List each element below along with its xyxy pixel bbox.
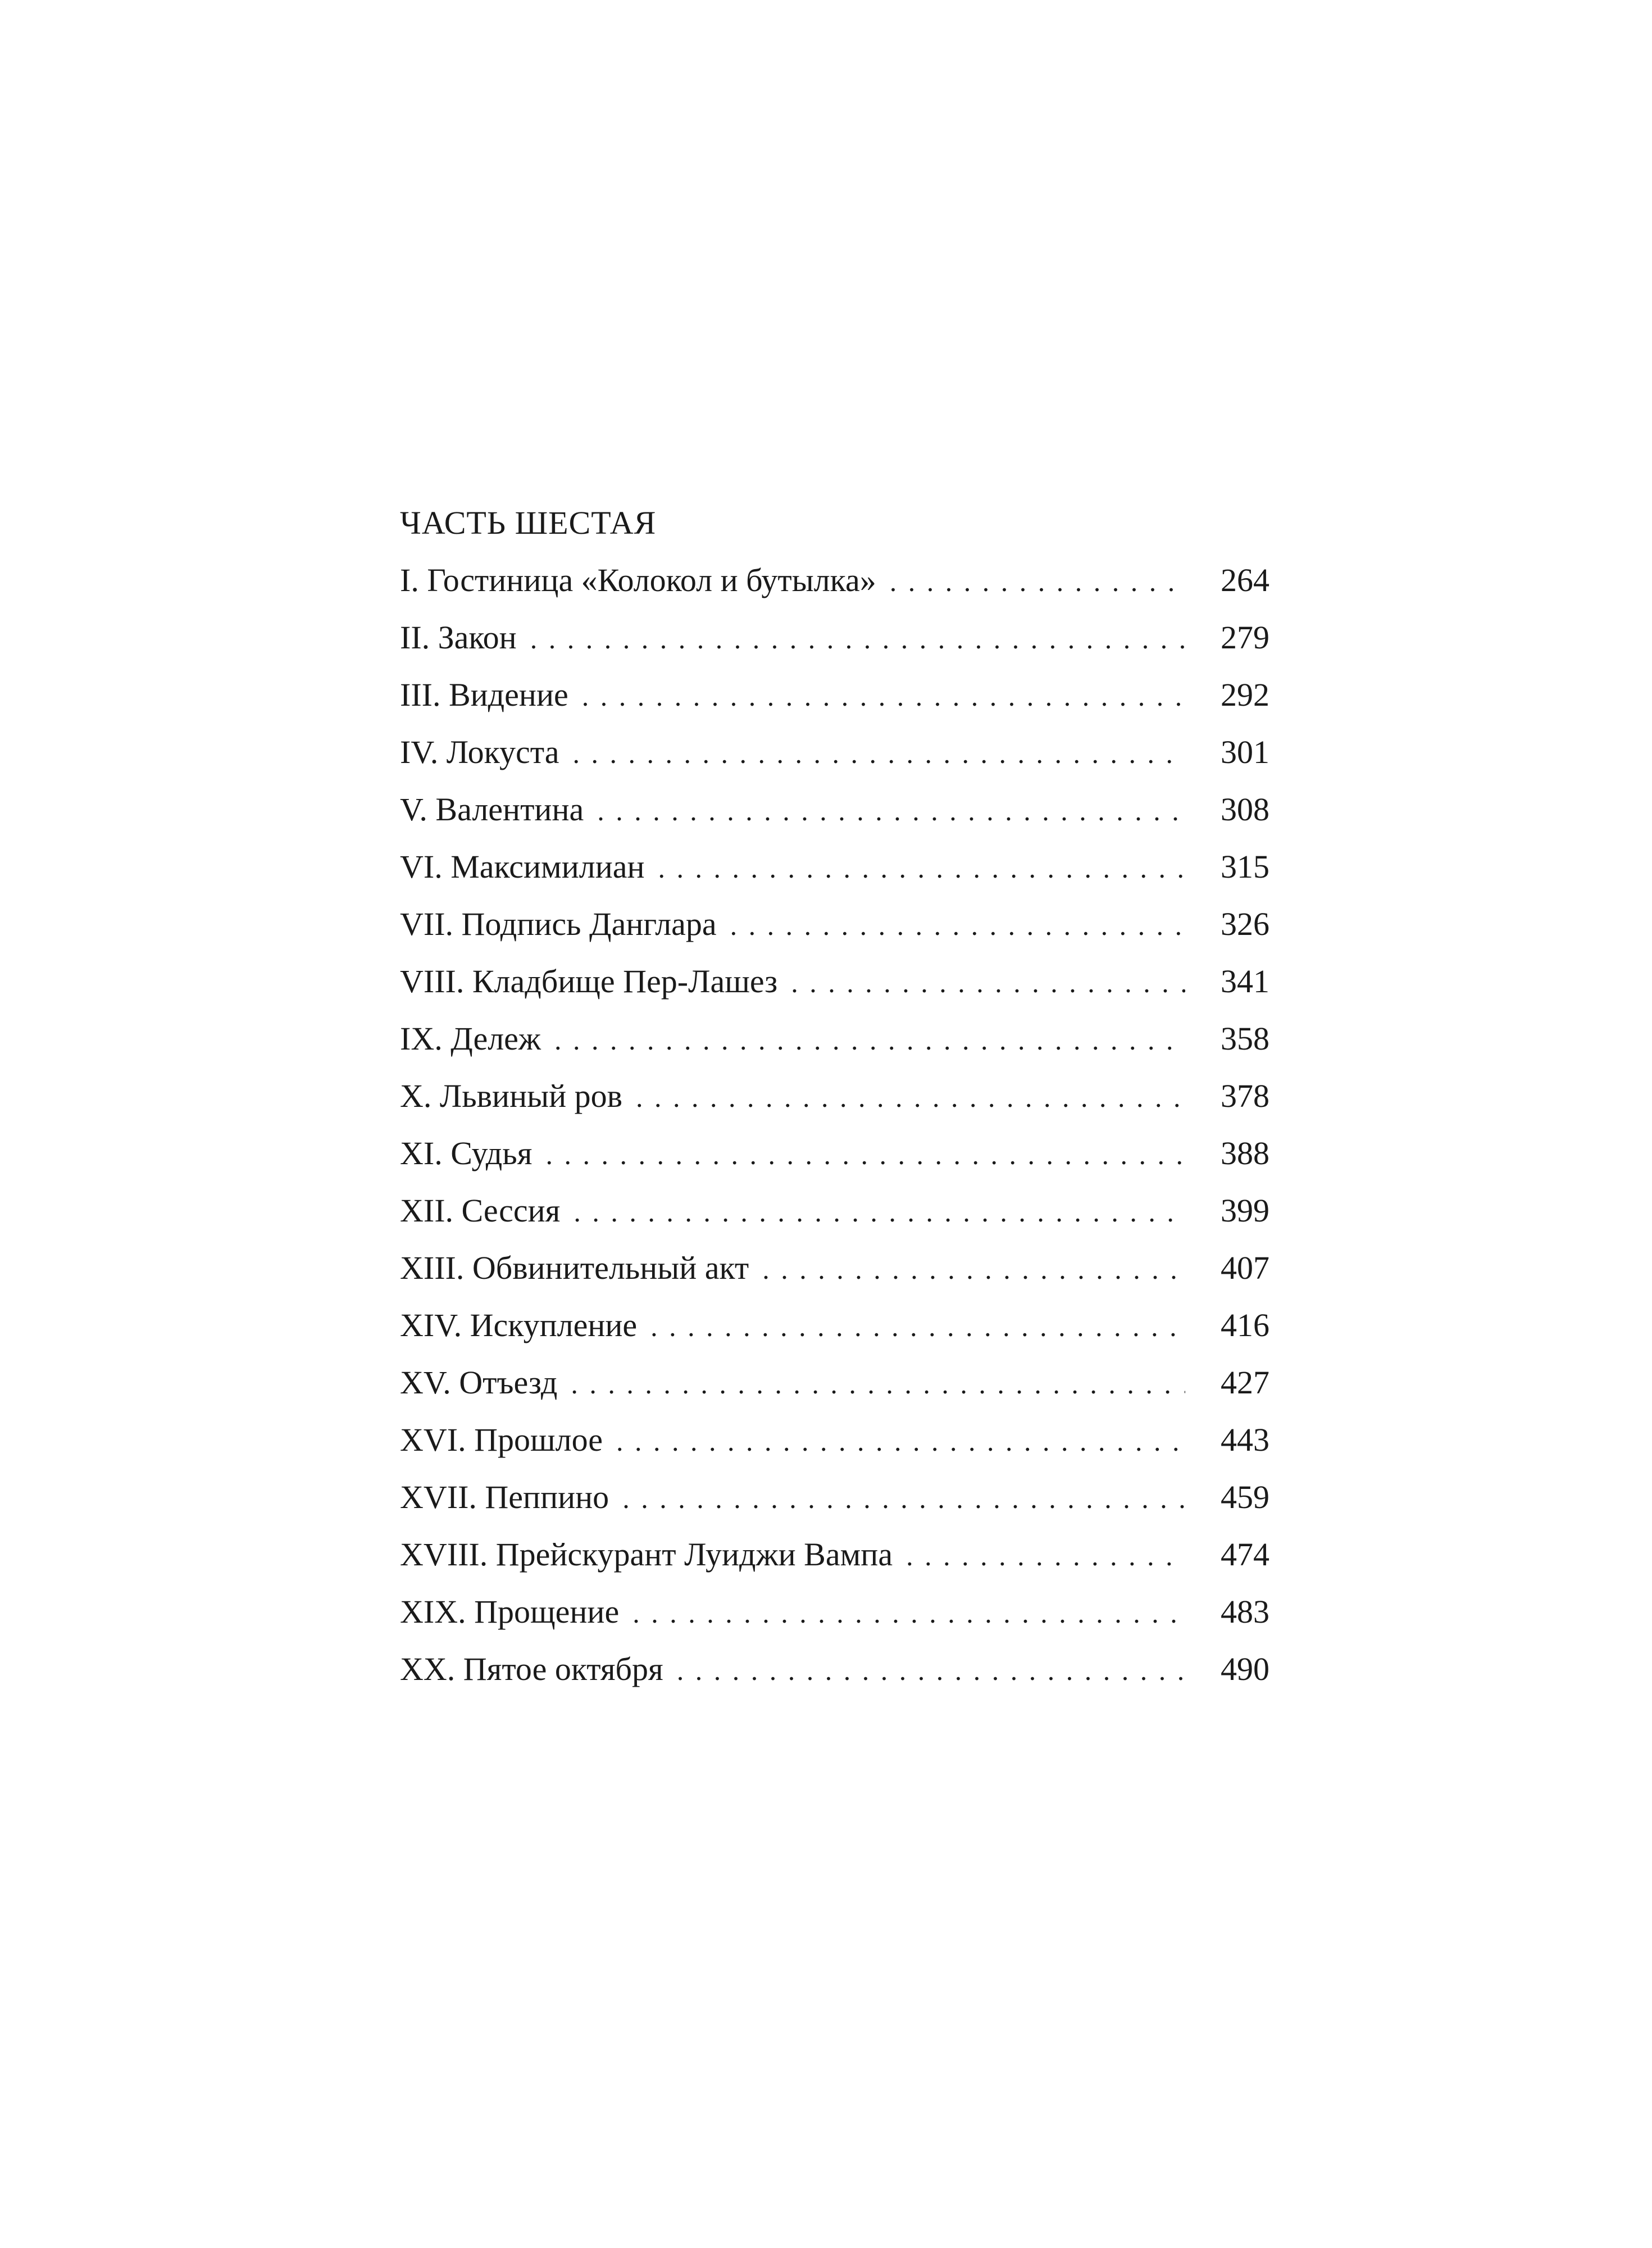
entry-title: II. Закон (400, 619, 517, 656)
toc-entry[interactable] (400, 1641, 1269, 1698)
entry-title: XVII. Пеппино (400, 1479, 609, 1515)
toc-entry[interactable] (400, 953, 1269, 1010)
entry-title: XV. Отъезд (400, 1364, 558, 1401)
entry-title: XVIII. Прейскурант Луиджи Вампа (400, 1536, 893, 1573)
dot-leader (632, 1584, 1185, 1642)
entry-page-number: 407 (1221, 1250, 1269, 1286)
toc-entry[interactable] (400, 1068, 1269, 1125)
dot-leader (650, 1298, 1185, 1355)
entry-page-number: 474 (1221, 1536, 1269, 1573)
dot-leader (762, 1241, 1185, 1298)
entry-page-number: 326 (1221, 906, 1269, 942)
entry-title: VI. Максимилиан (400, 848, 645, 885)
toc-entry[interactable] (400, 609, 1269, 666)
dot-leader (574, 1183, 1185, 1241)
entry-page-number: 483 (1221, 1593, 1269, 1630)
dot-leader (791, 954, 1185, 1011)
entry-page-number: 292 (1221, 676, 1269, 713)
entry-title: XVI. Прошлое (400, 1422, 603, 1458)
toc-entry[interactable] (400, 1125, 1269, 1182)
toc-entry[interactable] (400, 1526, 1269, 1583)
toc-entry[interactable] (400, 1239, 1269, 1297)
toc-entry[interactable] (400, 1010, 1269, 1068)
dot-leader (616, 1413, 1185, 1470)
entry-title: IX. Дележ (400, 1020, 541, 1057)
dot-leader (906, 1527, 1185, 1584)
entry-page-number: 315 (1221, 848, 1269, 885)
dot-leader (636, 1069, 1185, 1126)
toc-entry[interactable] (400, 1411, 1269, 1469)
entry-page-number: 279 (1221, 619, 1269, 656)
entry-title: V. Валентина (400, 791, 584, 828)
entry-page-number: 358 (1221, 1020, 1269, 1057)
toc-entry[interactable] (400, 781, 1269, 838)
dot-leader (554, 1011, 1185, 1069)
toc-entry[interactable] (400, 1354, 1269, 1411)
dot-leader (890, 553, 1185, 610)
entry-page-number: 264 (1221, 562, 1269, 598)
dot-leader (545, 1126, 1185, 1183)
entry-page-number: 399 (1221, 1192, 1269, 1229)
entry-page-number: 378 (1221, 1078, 1269, 1114)
entry-page-number: 301 (1221, 734, 1269, 770)
entry-title: XIII. Обвинительный акт (400, 1250, 749, 1286)
toc-entry[interactable] (400, 1297, 1269, 1354)
toc-entry[interactable] (400, 1182, 1269, 1239)
entry-title: XI. Судья (400, 1135, 533, 1171)
entry-page-number: 427 (1221, 1364, 1269, 1401)
entry-page-number: 443 (1221, 1422, 1269, 1458)
dot-leader (622, 1470, 1185, 1527)
toc-entries (400, 552, 1269, 1698)
entry-page-number: 490 (1221, 1651, 1269, 1687)
entry-page-number: 416 (1221, 1307, 1269, 1343)
entry-title: VIII. Кладбище Пер-Лашез (400, 963, 778, 1000)
dot-leader (582, 667, 1185, 725)
entry-title: XIV. Искупление (400, 1307, 638, 1343)
dot-leader (573, 725, 1185, 782)
entry-title: X. Львиный ров (400, 1078, 623, 1114)
entry-page-number: 308 (1221, 791, 1269, 828)
entry-title: III. Видение (400, 676, 568, 713)
toc-entry[interactable] (400, 896, 1269, 953)
toc-entry[interactable] (400, 838, 1269, 896)
entry-page-number: 341 (1221, 963, 1269, 1000)
entry-title: I. Гостиница «Колокол и бутылка» (400, 562, 876, 598)
dot-leader (730, 897, 1185, 954)
dot-leader (571, 1355, 1185, 1413)
dot-leader (597, 782, 1185, 839)
dot-leader (677, 1642, 1185, 1699)
entry-page-number: 459 (1221, 1479, 1269, 1515)
dot-leader (530, 610, 1185, 667)
dot-leader (658, 839, 1185, 897)
toc-entry[interactable] (400, 1469, 1269, 1526)
toc-entry[interactable] (400, 666, 1269, 724)
toc-entry[interactable] (400, 552, 1269, 609)
entry-page-number: 388 (1221, 1135, 1269, 1171)
table-of-contents (400, 494, 1269, 1698)
entry-title: XII. Сессия (400, 1192, 561, 1229)
entry-title: XIX. Прощение (400, 1593, 620, 1630)
toc-entry[interactable] (400, 1583, 1269, 1641)
entry-title: IV. Локуста (400, 734, 559, 770)
toc-entry[interactable] (400, 724, 1269, 781)
entry-title: XX. Пятое октября (400, 1651, 663, 1687)
entry-title: VII. Подпись Данглара (400, 906, 717, 942)
part-title: ЧАСТЬ ШЕСТАЯ (400, 505, 657, 541)
